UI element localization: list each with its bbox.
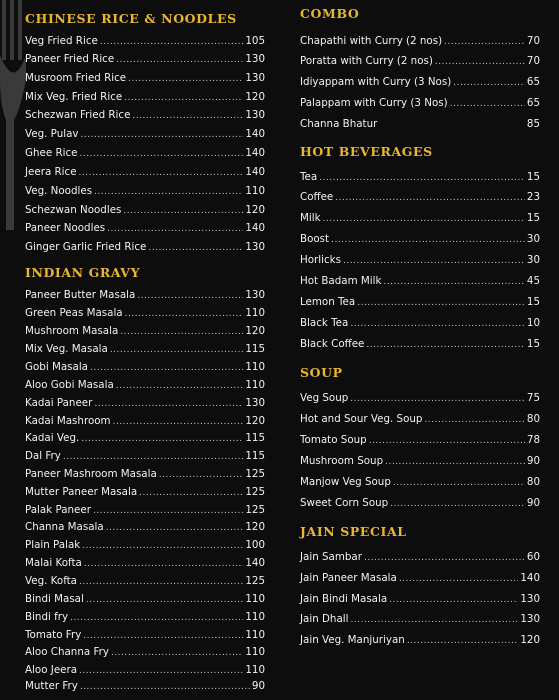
item-name: Tea: [300, 171, 318, 183]
item-price: 15: [526, 171, 540, 183]
menu-item: [25, 450, 265, 467]
item-name: Jain Veg. Manjuriyan: [300, 634, 405, 646]
menu-item: [25, 343, 265, 360]
section-heading: COMBO: [300, 6, 360, 21]
menu-item: [300, 572, 540, 589]
dot-leader: [369, 436, 525, 446]
dot-leader: [453, 78, 525, 88]
menu-item: [300, 35, 540, 52]
item-price: 140: [520, 572, 540, 584]
item-price: 110: [245, 379, 265, 391]
item-name: Kadai Mashroom: [25, 415, 111, 427]
menu-item: [300, 296, 540, 313]
item-price: 130: [245, 72, 265, 84]
item-name: Palak Paneer: [25, 504, 91, 516]
item-name: Aloo Jeera: [25, 664, 78, 676]
item-price: 130: [520, 593, 540, 605]
menu-item: [300, 55, 540, 72]
item-name: Kadai Paneer: [25, 397, 93, 409]
menu-item: [25, 486, 265, 503]
item-price: 115: [245, 432, 265, 444]
item-price: 70: [526, 35, 540, 47]
dot-leader: [350, 394, 525, 404]
dot-leader: [125, 309, 244, 319]
item-price: 90: [526, 455, 540, 467]
item-name: Bindi Masal: [25, 593, 84, 605]
menu-item: [25, 397, 265, 414]
item-name: Gobi Masala: [25, 361, 88, 373]
dot-leader: [94, 399, 243, 409]
menu-item: [25, 415, 265, 432]
item-price: 60: [526, 551, 540, 563]
menu-item: [25, 611, 265, 628]
menu-item: [25, 222, 265, 239]
item-name: Hot Badam Milk: [300, 275, 382, 287]
item-price: 125: [245, 504, 265, 516]
dot-leader: [424, 415, 524, 425]
item-name: Jain Sambar: [300, 551, 362, 563]
item-name: Manjow Veg Soup: [300, 476, 391, 488]
dot-leader: [364, 553, 525, 563]
item-name: Schezwan Fried Rice: [25, 109, 131, 121]
item-price: 125: [245, 575, 265, 587]
item-name: Channa Bhatur: [300, 118, 378, 130]
dot-leader: [79, 666, 243, 676]
item-price: 130: [245, 241, 265, 253]
item-price: 120: [245, 91, 265, 103]
dot-leader: [124, 93, 243, 103]
item-price: 30: [526, 233, 540, 245]
section-heading: SOUP: [300, 365, 343, 380]
menu-item: [25, 575, 265, 592]
item-price: 70: [526, 55, 540, 67]
section-heading: JAIN SPECIAL: [300, 524, 407, 539]
menu-item: [300, 275, 540, 292]
menu-item: [300, 191, 540, 208]
dot-leader: [90, 363, 243, 373]
item-name: Veg. Noodles: [25, 185, 93, 197]
dot-leader: [123, 206, 243, 216]
menu-item: [300, 613, 540, 630]
dot-leader: [435, 57, 525, 67]
dot-leader: [106, 523, 244, 533]
menu-item: [25, 241, 265, 258]
item-price: 85: [526, 118, 540, 130]
item-price: 15: [526, 296, 540, 308]
item-name: Mutter Paneer Masala: [25, 486, 138, 498]
item-name: Kadai Veg.: [25, 432, 80, 444]
dot-leader: [94, 187, 243, 197]
menu-item: [25, 53, 265, 70]
item-price: 140: [245, 222, 265, 234]
item-name: Boost: [300, 233, 330, 245]
item-name: Green Peas Masala: [25, 307, 123, 319]
dot-leader: [335, 193, 525, 203]
menu-item: [25, 128, 265, 145]
item-price: 80: [526, 413, 540, 425]
item-price: 110: [245, 361, 265, 373]
item-name: Veg Fried Rice: [25, 35, 98, 47]
menu-item: [25, 521, 265, 538]
menu-item: [25, 361, 265, 378]
dot-leader: [63, 452, 243, 462]
item-name: Plain Palak: [25, 539, 81, 551]
item-price: 115: [245, 450, 265, 462]
item-price: 15: [526, 212, 540, 224]
dot-leader: [450, 99, 525, 109]
item-name: Channa Masala: [25, 521, 104, 533]
menu-item: [25, 204, 265, 221]
dot-leader: [323, 214, 525, 224]
item-price: 90: [251, 680, 265, 692]
item-name: Aloo Gobi Masala: [25, 379, 114, 391]
item-price: 120: [245, 204, 265, 216]
item-price: 140: [245, 557, 265, 569]
item-name: Milk: [300, 212, 321, 224]
menu-item: [25, 185, 265, 202]
item-name: Paneer Fried Rice: [25, 53, 115, 65]
menu-item: [25, 72, 265, 89]
menu-item: [25, 646, 265, 663]
item-price: 140: [245, 128, 265, 140]
item-name: Tomato Fry: [25, 629, 82, 641]
menu-item: [300, 634, 540, 651]
dot-leader: [383, 277, 524, 287]
item-price: 110: [245, 646, 265, 658]
item-name: Ghee Rice: [25, 147, 78, 159]
item-price: 65: [526, 97, 540, 109]
dot-leader: [86, 595, 243, 605]
menu-item: [25, 504, 265, 521]
menu-item: [300, 392, 540, 409]
item-price: 110: [245, 593, 265, 605]
section-heading: INDIAN GRAVY: [25, 265, 141, 280]
item-price: 115: [245, 343, 265, 355]
menu-item: [25, 379, 265, 396]
item-price: 110: [245, 185, 265, 197]
item-price: 130: [245, 109, 265, 121]
menu-item: [300, 434, 540, 451]
item-name: Hot and Sour Veg. Soup: [300, 413, 423, 425]
item-price: 110: [245, 611, 265, 623]
item-name: Paneer Mashroom Masala: [25, 468, 157, 480]
item-name: Tomato Soup: [300, 434, 367, 446]
menu-item: [25, 432, 265, 449]
item-price: 110: [245, 629, 265, 641]
item-name: Black Tea: [300, 317, 349, 329]
dot-leader: [116, 381, 244, 391]
dot-leader: [80, 682, 250, 692]
dot-leader: [82, 541, 243, 551]
item-name: Mix Veg. Fried Rice: [25, 91, 123, 103]
item-name: Horlicks: [300, 254, 341, 266]
dot-leader: [331, 235, 525, 245]
menu-item: [25, 557, 265, 574]
menu-item: [25, 166, 265, 183]
item-price: 110: [245, 664, 265, 676]
menu-item: [25, 91, 265, 108]
item-price: 90: [526, 497, 540, 509]
dot-leader: [80, 130, 243, 140]
dot-leader: [128, 74, 243, 84]
dot-leader: [390, 499, 525, 509]
item-price: 130: [520, 613, 540, 625]
menu-item: [300, 76, 540, 93]
menu-item: [25, 664, 265, 681]
dot-leader: [84, 559, 244, 569]
item-name: Black Coffee: [300, 338, 365, 350]
dot-leader: [70, 613, 243, 623]
dot-leader: [110, 345, 244, 355]
item-price: 75: [526, 392, 540, 404]
item-name: Mutter Fry: [25, 680, 78, 692]
item-price: 10: [526, 317, 540, 329]
item-name: Lemon Tea: [300, 296, 356, 308]
menu-item: [300, 593, 540, 610]
item-price: 120: [245, 415, 265, 427]
dot-leader: [159, 470, 244, 480]
item-price: 23: [526, 191, 540, 203]
item-name: Malai Kofta: [25, 557, 82, 569]
item-name: Veg. Pulav: [25, 128, 79, 140]
menu-item: [300, 338, 540, 355]
item-name: Dal Fry: [25, 450, 61, 462]
menu-item: [300, 212, 540, 229]
item-name: Veg Soup: [300, 392, 349, 404]
item-price: 110: [245, 307, 265, 319]
menu-item: [300, 171, 540, 188]
dot-leader: [357, 298, 525, 308]
dot-leader: [79, 168, 244, 178]
dot-leader: [444, 37, 525, 47]
dot-leader: [79, 577, 243, 587]
dot-leader: [111, 648, 243, 658]
dot-leader: [351, 615, 519, 625]
menu-item: [300, 118, 540, 135]
menu-item: [300, 455, 540, 472]
menu-item: [300, 97, 540, 114]
menu-item: [300, 476, 540, 493]
item-price: 30: [526, 254, 540, 266]
item-name: Bindi fry: [25, 611, 69, 623]
item-name: Jain Paneer Masala: [300, 572, 397, 584]
item-name: Coffee: [300, 191, 334, 203]
dot-leader: [399, 574, 519, 584]
menu-item: [25, 539, 265, 556]
item-name: Paneer Butter Masala: [25, 289, 136, 301]
dot-leader: [93, 506, 243, 516]
item-price: 140: [245, 147, 265, 159]
menu-item: [300, 254, 540, 271]
item-price: 130: [245, 397, 265, 409]
menu-item: [25, 629, 265, 646]
dot-leader: [79, 149, 243, 159]
item-name: Jain Bindi Masala: [300, 593, 388, 605]
menu-item: [25, 289, 265, 306]
item-price: 120: [245, 521, 265, 533]
section-heading: CHINESE RICE & NOODLES: [25, 11, 237, 26]
item-price: 80: [526, 476, 540, 488]
item-name: Idiyappam with Curry (3 Nos): [300, 76, 452, 88]
dot-leader: [319, 173, 525, 183]
dot-leader: [389, 595, 518, 605]
menu-item: [300, 551, 540, 568]
item-price: 130: [245, 53, 265, 65]
menu-item: [25, 307, 265, 324]
item-price: 140: [245, 166, 265, 178]
menu-item: [25, 35, 265, 52]
item-price: 100: [245, 539, 265, 551]
dot-leader: [139, 488, 243, 498]
item-name: Aloo Channa Fry: [25, 646, 109, 658]
item-price: 105: [245, 35, 265, 47]
item-price: 45: [526, 275, 540, 287]
item-price: 65: [526, 76, 540, 88]
dot-leader: [148, 243, 243, 253]
item-name: Sweet Corn Soup: [300, 497, 389, 509]
item-name: Chapathi with Curry (2 nos): [300, 35, 443, 47]
dot-leader: [132, 111, 243, 121]
item-name: Musroom Fried Rice: [25, 72, 127, 84]
dot-leader: [366, 340, 525, 350]
dot-leader: [385, 457, 525, 467]
dot-leader: [81, 434, 243, 444]
item-price: 125: [245, 486, 265, 498]
menu-item: [25, 593, 265, 610]
item-name: Jeera Rice: [25, 166, 77, 178]
dot-leader: [116, 55, 243, 65]
dot-leader: [350, 319, 525, 329]
menu-item: [25, 325, 265, 342]
dot-leader: [83, 631, 243, 641]
dot-leader: [393, 478, 525, 488]
menu-item: [300, 413, 540, 430]
item-name: Schezwan Noodles: [25, 204, 122, 216]
dot-leader: [407, 636, 519, 646]
dot-leader: [120, 327, 243, 337]
item-name: Mix Veg. Masala: [25, 343, 108, 355]
item-name: Mushroom Soup: [300, 455, 384, 467]
item-name: Poratta with Curry (2 nos): [300, 55, 433, 67]
item-name: Ginger Garlic Fried Rice: [25, 241, 147, 253]
menu-item: [300, 497, 540, 514]
dot-leader: [113, 417, 244, 427]
menu-item: [25, 468, 265, 485]
item-price: 15: [526, 338, 540, 350]
item-price: 120: [245, 325, 265, 337]
section-heading: HOT BEVERAGES: [300, 144, 433, 159]
menu-item: [25, 147, 265, 164]
item-price: 130: [245, 289, 265, 301]
item-price: 78: [526, 434, 540, 446]
menu-item: [25, 109, 265, 126]
item-price: 125: [245, 468, 265, 480]
dot-leader: [107, 224, 243, 234]
menu-item: [300, 317, 540, 334]
item-name: Jain Dhall: [300, 613, 349, 625]
item-name: Palappam with Curry (3 Nos): [300, 97, 448, 109]
menu-item: [25, 680, 265, 697]
item-name: Veg. Kofta: [25, 575, 77, 587]
item-name: Paneer Noodles: [25, 222, 106, 234]
menu-item: [300, 233, 540, 250]
item-price: 120: [520, 634, 540, 646]
item-name: Mushroom Masala: [25, 325, 119, 337]
dot-leader: [100, 37, 244, 47]
dot-leader: [137, 291, 243, 301]
dot-leader: [343, 256, 525, 266]
